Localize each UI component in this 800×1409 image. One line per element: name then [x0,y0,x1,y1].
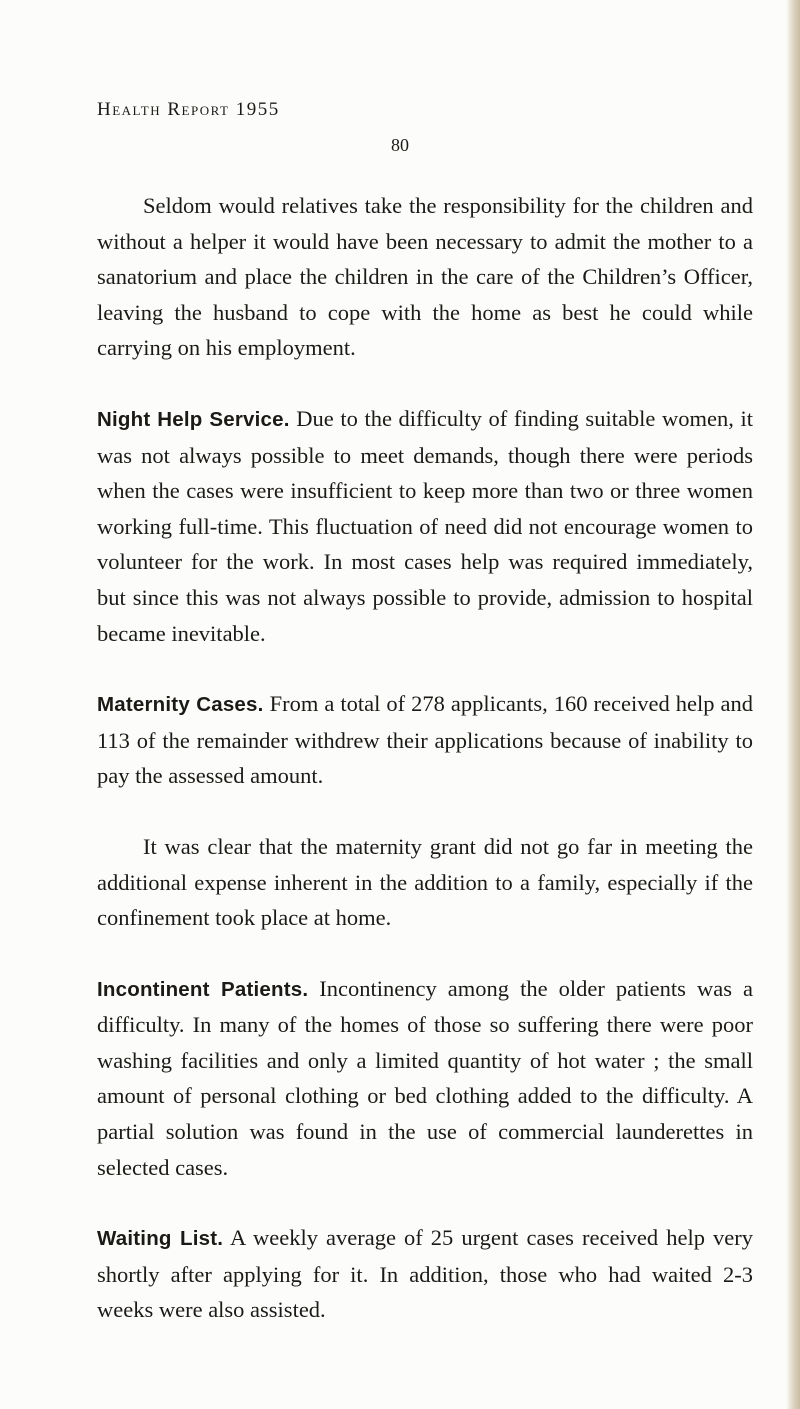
paragraph-intro-text: Seldom would relatives take the responsibility for the children and without a helper it would have been necessary to admit the mother to a sanatorium and place the children in the care of the Children’s Officer, leaving the husband to cope with the home as best he could while carrying on his employment. [97,193,753,361]
running-title: Health Report 1955 [97,99,280,120]
heading-maternity-cases: Maternity Cases. [97,693,264,717]
paragraph-night-help [97,401,753,651]
paragraph-maternity-grant-text: It was clear that the maternity grant did not go far in meeting the additional expense inherent in the addition to a family, especially if the confinement took place at home. [97,833,753,931]
page-number: 80 [391,135,409,155]
paragraph-maternity [97,686,753,794]
paragraph-waiting-list-text: A weekly average of 25 urgent cases received help very shortly after applying for it. In addition, those who had waited 2-3 weeks were also assisted. [97,1225,753,1323]
heading-incontinent-patients: Incontinent Patients. [97,977,309,1001]
body-text [97,188,753,1328]
page-edge-shadow [786,0,800,1409]
heading-waiting-list: Waiting List. [97,1227,224,1251]
paragraph-maternity-grant [97,829,753,936]
paragraph-intro [97,188,753,366]
paragraph-maternity-text: From a total of 278 applicants, 160 received help and 113 of the remainder withdrew their applications because of inability to pay the assessed amount. [97,691,753,789]
paragraph-incontinent-text: Incontinency among the older patients was a difficulty. In many of the homes of those so suffering there were poor washing facilities and only a limited quantity of hot water ; the small amount of personal clothing or bed clothing added to the difficulty. A partial solution was found in the use of commercial launderettes in selected cases. [97,975,754,1180]
paragraph-waiting-list [97,1220,753,1328]
paragraph-incontinent [97,971,753,1186]
paragraph-night-help-text: Due to the difficulty of finding suitable women, it was not always possible to meet demands, though there were periods when the cases were insufficient to keep more than two or three women working full-time. This fluctuation of need did not encourage women to volunteer for the work. In most cases help was required immediately, but since this was not always possible to provide, admission to hospital became inevitable. [97,405,754,646]
heading-night-help-service: Night Help Service. [97,407,290,431]
